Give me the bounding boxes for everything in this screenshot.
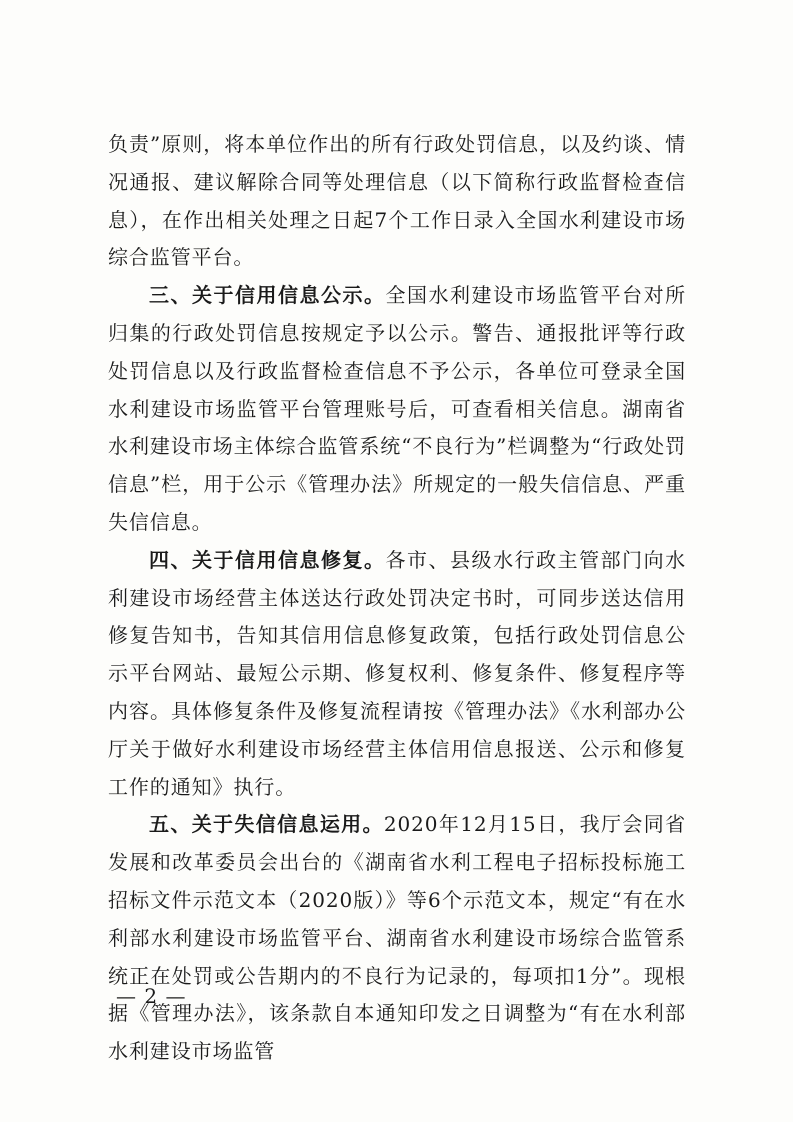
paragraph-text: 2020年12月15日，我厅会同省发展和改革委员会出台的《湖南省水利工程电子招标投标施工招标文件示范文本（2020版）》等6个示范文本，规定“有在水利部水利建设市场监管平台、湖南省水利建设市场综合监管系统正在处罚或公告期内的不良行为记录的，每项扣1分”。现根据《管理办法》，该条款自本通知印发之日调整为“有在水利部水利建设市场监管 bbox=[108, 812, 686, 1064]
paragraph-text: 全国水利建设市场监管平台对所归集的行政处罚信息按规定予以公示。警告、通报批评等行政处罚信息以及行政监督检查信息不予公示，各单位可登录全国水利建设市场监管平台管理账号后，可查看相关信息。湖南省水利建设市场主体综合监管系统“不良行为”栏调整为“行政处罚信息”栏，用于公示《管理办法》所规定的一般失信信息、严重失信信息。 bbox=[108, 283, 686, 534]
paragraph-continuation bbox=[108, 126, 686, 277]
document-body bbox=[108, 126, 686, 1071]
section-heading: 三、关于信用信息公示。 bbox=[149, 283, 386, 308]
page-number: — 2 — bbox=[116, 984, 187, 1008]
paragraph-text: 负责”原则，将本单位作出的所有行政处罚信息，以及约谈、情况通报、建议解除合同等处理信息（以下简称行政监督检查信息），在作出相关处理之日起7个工作日录入全国水利建设市场综合监管平台。 bbox=[108, 132, 686, 270]
paragraph-credit-repair bbox=[108, 542, 686, 807]
paragraph-dishonesty-use bbox=[108, 806, 686, 1071]
paragraph-credit-disclosure bbox=[108, 277, 686, 542]
section-heading: 四、关于信用信息修复。 bbox=[149, 547, 386, 572]
section-heading: 五、关于失信信息运用。 bbox=[149, 812, 384, 837]
paragraph-text: 各市、县级水行政主管部门向水利建设市场经营主体送达行政处罚决定书时，可同步送达信用修复告知书，告知其信用信息修复政策，包括行政处罚信息公示平台网站、最短公示期、修复权利、修复条件、修复程序等内容。具体修复条件及修复流程请按《管理办法》《水利部办公厅关于做好水利建设市场经营主体信用信息报送、公示和修复工作的通知》执行。 bbox=[108, 547, 686, 799]
